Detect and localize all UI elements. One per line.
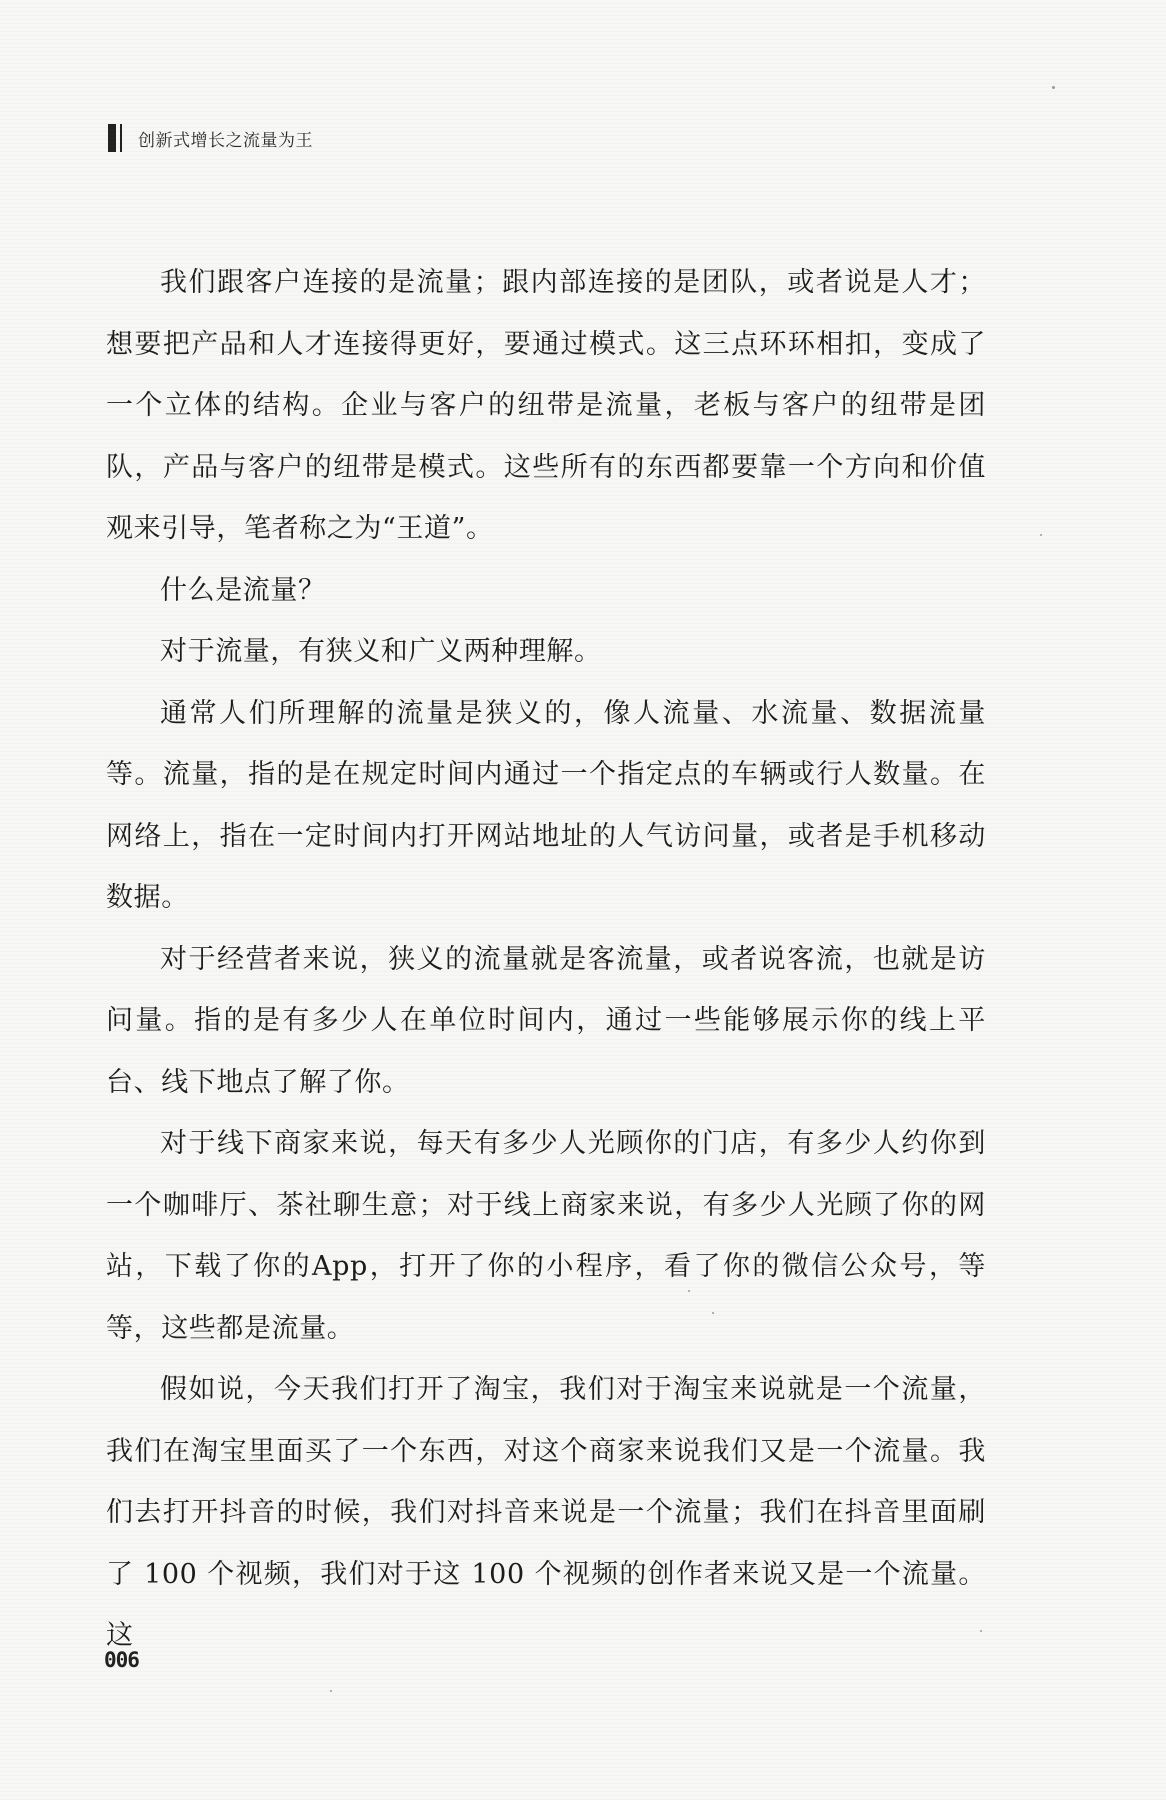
- paragraph-7: 假如说，今天我们打开了淘宝，我们对于淘宝来说就是一个流量，我们在淘宝里面买了一个东西，对这个商家来说我们又是一个流量。我们去打开抖音的时候，我们对抖音来说是一个流量；我们在抖音里面刷了 100 个视频，我们对于这 100 个视频的创作者来说又是一个流量。这: [106, 1374, 986, 1651]
- paragraph-2: 什么是流量？: [160, 574, 326, 606]
- header-bar-mark: [108, 124, 122, 152]
- paragraph-3: 对于流量，有狭义和广义两种理解。: [160, 636, 602, 667]
- paragraph-4: 通常人们所理解的流量是狭义的，像人流量、水流量、数据流量等。流量，指的是在规定时间内通过一个指定点的车辆或行人数量。在网络上，指在一定时间内打开网站地址的人气访问量，或者是手机移动数据。: [106, 697, 986, 913]
- header-thick-bar: [108, 124, 116, 152]
- scan-speck: [1052, 86, 1055, 89]
- paragraph-1: 我们跟客户连接的是流量；跟内部连接的是团队，或者说是人才；想要把产品和人才连接得更好，要通过模式。这三点环环相扣，变成了一个立体的结构。企业与客户的纽带是流量，老板与客户的纽带是团队，产品与客户的纽带是模式。这些所有的东西都要靠一个方向和价值观来引导，笔者称之为“王道”。: [106, 267, 986, 544]
- scan-speck: [330, 1690, 332, 1692]
- scan-speck: [980, 1630, 982, 1632]
- paragraph-5: 对于经营者来说，狭义的流量就是客流量，或者说客流，也就是访问量。指的是有多少人在单位时间内，通过一些能够展示你的线上平台、线下地点了解了你。: [106, 943, 986, 1098]
- page-number: 006: [104, 1648, 139, 1672]
- header-title: 创新式增长之流量为王: [138, 130, 313, 151]
- scan-speck: [712, 1312, 714, 1314]
- body-text: [106, 252, 986, 1667]
- scan-speck: [688, 1290, 690, 1292]
- scan-speck: [1040, 534, 1042, 536]
- running-header: [108, 122, 313, 154]
- paragraph-6: 对于线下商家来说，每天有多少人光顾你的门店，有多少人约你到一个咖啡厅、茶社聊生意；对于线上商家来说，有多少人光顾了你的网站，下载了你的App，打开了你的小程序，看了你的微信公众号，等等，这些都是流量。: [106, 1128, 986, 1344]
- header-thin-bar: [120, 124, 122, 152]
